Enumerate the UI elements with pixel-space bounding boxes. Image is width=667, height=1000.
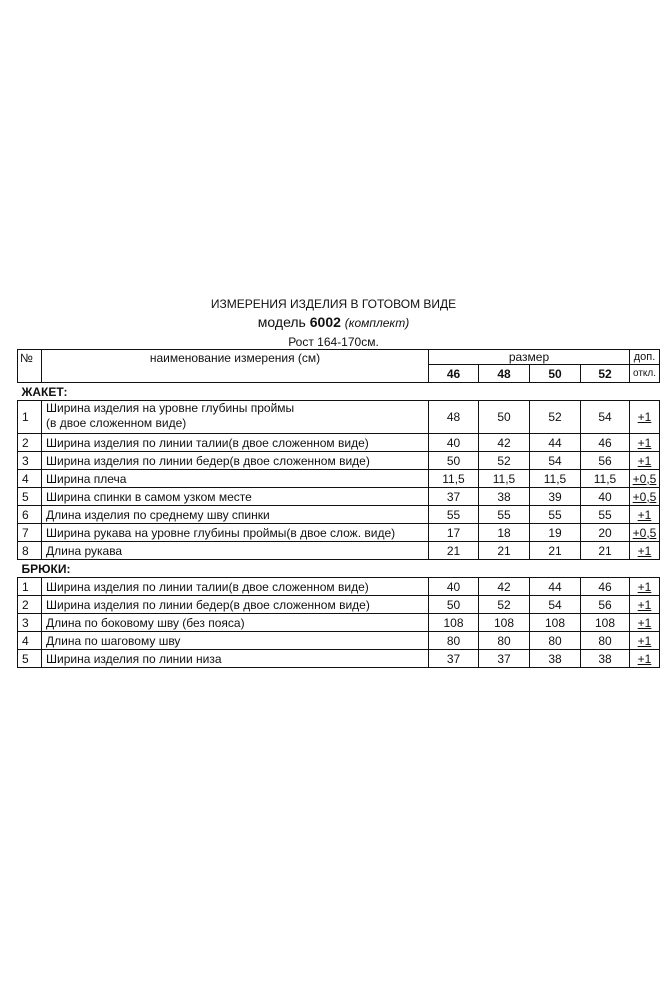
height-range: Рост 164-170см. bbox=[288, 335, 379, 349]
section-title: БРЮКИ: bbox=[18, 560, 660, 578]
size-value: 80 bbox=[479, 632, 530, 650]
size-value: 42 bbox=[479, 434, 530, 452]
tolerance-value: +1 bbox=[630, 452, 660, 470]
size-value: 52 bbox=[530, 401, 581, 434]
size-value: 54 bbox=[581, 401, 630, 434]
size-header: 50 bbox=[530, 365, 581, 383]
row-number: 2 bbox=[18, 434, 42, 452]
row-number: 4 bbox=[18, 632, 42, 650]
tolerance-value: +1 bbox=[630, 614, 660, 632]
table-row bbox=[18, 542, 660, 560]
tolerance-value: +1 bbox=[630, 434, 660, 452]
table-row bbox=[18, 434, 660, 452]
measurement-name bbox=[42, 401, 429, 434]
size-value: 40 bbox=[429, 578, 479, 596]
size-value: 55 bbox=[530, 506, 581, 524]
size-value: 37 bbox=[429, 650, 479, 668]
measurement-name bbox=[42, 578, 429, 596]
measurement-name-line-2: (в двое сложенном виде) bbox=[46, 416, 187, 430]
size-value: 54 bbox=[530, 452, 581, 470]
size-value: 20 bbox=[581, 524, 630, 542]
size-value: 46 bbox=[581, 434, 630, 452]
size-value: 54 bbox=[530, 596, 581, 614]
measurement-name-line: Ширина плеча bbox=[46, 471, 127, 486]
section-row bbox=[18, 560, 660, 578]
tolerance-value: +1 bbox=[630, 542, 660, 560]
table-row bbox=[18, 614, 660, 632]
measurement-name-line: Ширина рукава на уровне глубины проймы(в двое слож. виде) bbox=[46, 525, 396, 540]
row-number: 3 bbox=[18, 452, 42, 470]
row-number: 5 bbox=[18, 650, 42, 668]
size-value: 38 bbox=[530, 650, 581, 668]
size-value: 108 bbox=[581, 614, 630, 632]
col-dev-header: доп. bbox=[630, 350, 660, 365]
table-row bbox=[18, 524, 660, 542]
row-number: 6 bbox=[18, 506, 42, 524]
size-value: 55 bbox=[581, 506, 630, 524]
size-value: 50 bbox=[429, 596, 479, 614]
row-number: 2 bbox=[18, 596, 42, 614]
size-value: 80 bbox=[581, 632, 630, 650]
measurement-name bbox=[42, 434, 429, 452]
table-row bbox=[18, 578, 660, 596]
col-name-header: наименование измерения (см) bbox=[42, 350, 429, 383]
measurement-name bbox=[42, 452, 429, 470]
size-header: 48 bbox=[479, 365, 530, 383]
size-value: 40 bbox=[429, 434, 479, 452]
measurement-name bbox=[42, 470, 429, 488]
table-row bbox=[18, 470, 660, 488]
size-value: 18 bbox=[479, 524, 530, 542]
row-number: 3 bbox=[18, 614, 42, 632]
size-value: 108 bbox=[530, 614, 581, 632]
size-value: 37 bbox=[479, 650, 530, 668]
tolerance-value: +0,5 bbox=[630, 524, 660, 542]
tolerance-value: +1 bbox=[630, 650, 660, 668]
measurement-name-line: Ширина изделия по линии низа bbox=[46, 651, 222, 666]
model-number: 6002 bbox=[309, 314, 341, 330]
size-value: 11,5 bbox=[530, 470, 581, 488]
size-value: 80 bbox=[530, 632, 581, 650]
size-value: 42 bbox=[479, 578, 530, 596]
col-no-header: № bbox=[18, 350, 42, 383]
measurement-name-line: Длина рукава bbox=[46, 543, 123, 558]
measurement-name-line: Ширина изделия по линии бедер(в двое сложенном виде) bbox=[46, 597, 370, 612]
size-value: 80 bbox=[429, 632, 479, 650]
size-value: 44 bbox=[530, 578, 581, 596]
table-row bbox=[18, 596, 660, 614]
measurement-name-line: Ширина изделия по линии талии(в двое сложенном виде) bbox=[46, 435, 369, 450]
size-value: 52 bbox=[479, 452, 530, 470]
measurements-table bbox=[17, 349, 660, 668]
model-line bbox=[0, 314, 667, 330]
measurement-name bbox=[42, 650, 429, 668]
measurement-name bbox=[42, 506, 429, 524]
table-row bbox=[18, 401, 660, 434]
size-value: 108 bbox=[429, 614, 479, 632]
size-value: 56 bbox=[581, 596, 630, 614]
tolerance-value: +0,5 bbox=[630, 488, 660, 506]
document-title: ИЗМЕРЕНИЯ ИЗДЕЛИЯ В ГОТОВОМ ВИДЕ bbox=[210, 297, 457, 311]
size-value: 108 bbox=[479, 614, 530, 632]
size-value: 50 bbox=[479, 401, 530, 434]
section-title: ЖАКЕТ: bbox=[18, 383, 660, 401]
size-value: 11,5 bbox=[479, 470, 530, 488]
size-value: 38 bbox=[581, 650, 630, 668]
header-row bbox=[18, 350, 660, 365]
model-label: модель bbox=[257, 314, 306, 330]
measurement-name bbox=[42, 524, 429, 542]
col-dev-header-2: откл. bbox=[630, 365, 660, 383]
size-value: 21 bbox=[530, 542, 581, 560]
size-value: 38 bbox=[479, 488, 530, 506]
tolerance-value: +1 bbox=[630, 596, 660, 614]
measurement-name bbox=[42, 632, 429, 650]
size-value: 46 bbox=[581, 578, 630, 596]
measurement-name bbox=[42, 596, 429, 614]
measurement-name bbox=[42, 488, 429, 506]
size-value: 21 bbox=[479, 542, 530, 560]
row-number: 8 bbox=[18, 542, 42, 560]
table-row bbox=[18, 488, 660, 506]
tolerance-value: +1 bbox=[630, 578, 660, 596]
size-header: 52 bbox=[581, 365, 630, 383]
size-value: 21 bbox=[581, 542, 630, 560]
size-value: 11,5 bbox=[429, 470, 479, 488]
size-value: 50 bbox=[429, 452, 479, 470]
measurement-name bbox=[42, 614, 429, 632]
size-value: 44 bbox=[530, 434, 581, 452]
size-value: 39 bbox=[530, 488, 581, 506]
col-size-header: размер bbox=[429, 350, 630, 365]
measurement-name-line: Длина по шаговому шву bbox=[46, 633, 181, 648]
size-value: 55 bbox=[429, 506, 479, 524]
measurement-name-line: Ширина спинки в самом узком месте bbox=[46, 489, 252, 504]
measurement-name-line: Ширина изделия по линии бедер(в двое сложенном виде) bbox=[46, 453, 370, 468]
measurement-name-line: Ширина изделия по линии талии(в двое сложенном виде) bbox=[46, 579, 369, 594]
size-header: 46 bbox=[429, 365, 479, 383]
measurement-name-line: Ширина изделия на уровне глубины проймы bbox=[46, 401, 295, 415]
tolerance-value: +0,5 bbox=[630, 470, 660, 488]
table-row bbox=[18, 506, 660, 524]
row-number: 7 bbox=[18, 524, 42, 542]
size-value: 40 bbox=[581, 488, 630, 506]
table-row bbox=[18, 632, 660, 650]
size-value: 55 bbox=[479, 506, 530, 524]
size-value: 52 bbox=[479, 596, 530, 614]
row-number: 1 bbox=[18, 401, 42, 434]
tolerance-value: +1 bbox=[630, 632, 660, 650]
tolerance-value: +1 bbox=[630, 506, 660, 524]
measurement-name-line: Длина по боковому шву (без пояса) bbox=[46, 615, 245, 630]
table-row bbox=[18, 452, 660, 470]
table-row bbox=[18, 650, 660, 668]
size-value: 48 bbox=[429, 401, 479, 434]
size-value: 11,5 bbox=[581, 470, 630, 488]
row-number: 5 bbox=[18, 488, 42, 506]
tolerance-value: +1 bbox=[630, 401, 660, 434]
model-kit: (комплект) bbox=[344, 316, 410, 330]
size-value: 21 bbox=[429, 542, 479, 560]
size-value: 19 bbox=[530, 524, 581, 542]
section-row bbox=[18, 383, 660, 401]
size-value: 37 bbox=[429, 488, 479, 506]
measurement-name bbox=[42, 542, 429, 560]
size-value: 56 bbox=[581, 452, 630, 470]
row-number: 1 bbox=[18, 578, 42, 596]
size-value: 17 bbox=[429, 524, 479, 542]
row-number: 4 bbox=[18, 470, 42, 488]
measurement-name-line: Длина изделия по среднему шву спинки bbox=[46, 507, 270, 522]
